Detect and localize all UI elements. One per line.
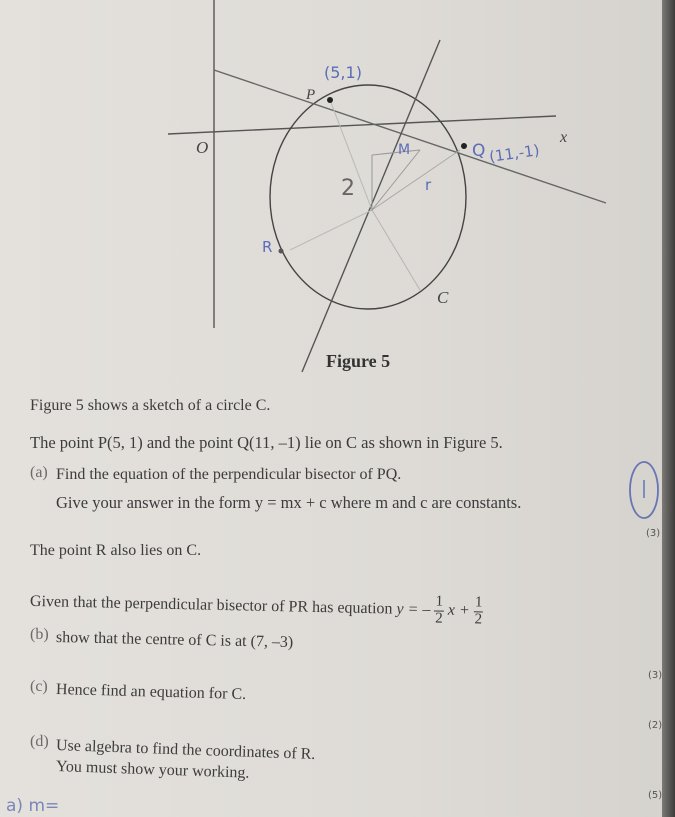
point-r [279, 249, 284, 254]
equation-lhs: y = – [396, 600, 431, 619]
part-a-marks: (3) [646, 528, 661, 539]
hand-p-coords: (5,1) [324, 63, 362, 82]
handwritten-circle-mark [626, 458, 662, 522]
construction-line [290, 210, 372, 250]
intro-line-1: Figure 5 shows a sketch of a circle C. [30, 397, 271, 414]
point-c-label: C [437, 288, 449, 307]
part-b-text: show that the centre of C is at (7, –3) [55, 629, 294, 651]
circle-c [270, 85, 466, 309]
hand-radius-label: r [425, 176, 432, 194]
part-b-label: (b) [30, 626, 49, 643]
point-p [327, 97, 333, 103]
fraction-1: $\frac{1}{2}$ [435, 593, 444, 627]
x-axis-label: x [560, 129, 568, 146]
point-q [461, 143, 467, 149]
construction-line [372, 210, 420, 290]
figure-caption: Figure 5 [326, 351, 391, 371]
page-edge-shadow [662, 0, 675, 817]
part-a-line-1: Find the equation of the perpendicular bisector of PQ. [56, 466, 402, 483]
x-axis [168, 116, 556, 134]
given-line-2-text: Given that the perpendicular bisector of PR has equation [29, 592, 393, 618]
hand-q-label: Q [472, 141, 486, 161]
part-d-marks: (5) [648, 790, 663, 801]
part-c-text: Hence find an equation for C. [55, 681, 247, 703]
part-d-line-1: Use algebra to find the coordinates of R. [55, 737, 316, 764]
construction-right-angle [372, 150, 420, 210]
part-c-marks: (2) [648, 720, 663, 731]
hand-two-label: 2 [341, 176, 355, 201]
hand-r-label: R [262, 238, 273, 256]
hand-midpoint-label: M [398, 142, 411, 158]
point-p-label: P [306, 87, 316, 103]
line-pq [214, 70, 606, 203]
construction-line [372, 150, 460, 210]
given-line-1: The point R also lies on C. [30, 542, 202, 559]
handwriting-bottom-left: a) m= [6, 796, 60, 816]
part-a-label: (a) [30, 464, 48, 481]
intro-line-2: The point P(5, 1) and the point Q(11, –1) lie on C as shown in Figure 5. [30, 433, 503, 452]
part-d-line-2: You must show your working. [55, 758, 250, 782]
construction-line [372, 150, 420, 155]
origin-label: O [196, 138, 209, 157]
hand-q-coords: (11,-1) [488, 141, 541, 166]
equation-mid: x + [447, 601, 470, 620]
part-c-label: (c) [30, 678, 48, 695]
fraction-2: $\frac{1}{2}$ [474, 594, 483, 628]
part-b-marks: (3) [648, 670, 663, 681]
part-a-line-2: Give your answer in the form y = mx + c where m and c are constants. [56, 493, 522, 512]
part-d-label: (d) [30, 733, 49, 750]
